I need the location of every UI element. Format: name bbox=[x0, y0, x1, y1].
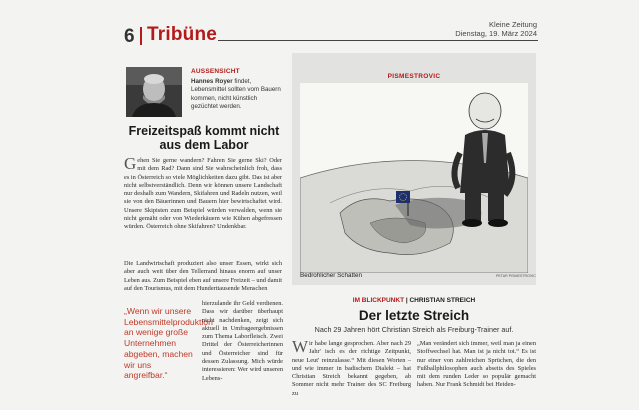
author-bio-text: findet, Lebensmittel sollten vom Bauern kommen, nicht künstlich gezüchtet werden. bbox=[191, 78, 281, 111]
opinion-kicker: AUSSENSICHT bbox=[191, 68, 240, 75]
masthead-separator bbox=[140, 27, 142, 45]
author-bio bbox=[191, 78, 281, 112]
article-kicker-topic: | CHRISTIAN STREICH bbox=[405, 297, 476, 304]
portrait-image bbox=[126, 67, 182, 117]
issue-date: Dienstag, 19. März 2024 bbox=[455, 29, 537, 38]
cartoon-box bbox=[292, 53, 536, 285]
article-drop-cap: W bbox=[292, 337, 309, 356]
paper-info bbox=[455, 20, 537, 38]
cartoon-signature: PETAR PISMESTROVIC bbox=[496, 274, 536, 278]
masthead-rule bbox=[218, 40, 538, 41]
cartoon-kicker: PISMESTROVIC bbox=[387, 73, 441, 80]
paper-name: Kleine Zeitung bbox=[489, 20, 537, 29]
article-kicker-label: IM BLICKPUNKT bbox=[352, 297, 405, 304]
article-kicker bbox=[292, 297, 536, 304]
cartoon-drawing bbox=[300, 83, 528, 273]
drop-cap: G bbox=[124, 154, 137, 173]
cartoon-caption: Bedrohlicher Schatten bbox=[300, 272, 362, 279]
section-title: Tribüne bbox=[147, 24, 218, 45]
opinion-p1-text: ehen Sie gerne wandern? Fahren Sie gerne Ski? Oder mit dem Rad? Dann sind Sie wahrscheinlich froh, dass es in Österreich so viele Möglichkeiten dazu gibt. Das ist aber nicht selbstverständlich. Denn wir können unsere Landschaft nur deshalb zum Wandern, Skifahren und Radeln nutzen, weil sie von den Bäuerinnen und Bauern hier bewirtschaftet wird. Unsere Skipisten zum Beispiel würden verwalden, wenn sie nicht gemäht oder von Wiederkäuern wie Kühen abgefressen würden. Österreich ohne Skifahren? Undenkbar. bbox=[124, 157, 282, 231]
opinion-paragraph-1 bbox=[124, 154, 282, 232]
author-portrait bbox=[126, 67, 182, 117]
pull-quote: „Wenn wir unsere Lebensmittelproduktion an wenige große Unternehmen abgeben, machen wir uns angreifbar.“ bbox=[124, 306, 213, 381]
article-column-1 bbox=[292, 337, 411, 398]
article-lead: Nach 29 Jahren hört Christian Streich als Freiburg-Trainer auf. bbox=[314, 325, 514, 334]
article-col1-text: ir habe lange gesprochen. Aber nach 29 Jahr' isch es der richtige Zeitpunkt, neue Leut' reinzulasse.“ Mit diesen Worten – und wie immer in badischem Dialekt – hat Christian Streich bekannt gegeben, ab Sommer nicht mehr Trainer des SC Freiburg zu bbox=[292, 340, 411, 397]
opinion-headline: Freizeitspaß kommt nicht aus dem Labor bbox=[128, 124, 280, 152]
page-number: 6 bbox=[124, 26, 135, 47]
article-column-2: „Man verändert sich immer, weil man ja einen Stoffwechsel hat. Man ist ja nicht tot.“ Es ist nur einer von zahlreichen Sprüchen, die den Fußballphilosophen auch abseits des Spieles mit dem runden Leder so populär gemacht haben. Nur Frank Schmidt bei Heiden- bbox=[417, 340, 536, 389]
opinion-paragraph-3: hierzulande ihr Geld verdienen. Dass wir darüber überhaupt nicht nachdenken, zeigt sich aktuell in Umfrageergebnissen zum Thema Laborfleisch. Zwei Drittel der Österreicherinnen und Österreicher sind für dessen Zulassung. Mich würde interessieren: Wer wird unseren Lebens- bbox=[202, 300, 283, 382]
author-name: Hannes Royer bbox=[191, 78, 233, 85]
opinion-paragraph-2: Die Landwirtschaft produziert also unser Essen, wirkt sich aber auch weit über den Tellerrand hinaus enorm auf unser Leben aus. Zum Beispiel eben auf unsere Freizeit – und damit auf den Tourismus, mit dem Hunderttausende Menschen bbox=[124, 260, 282, 292]
article-headline: Der letzte Streich bbox=[358, 308, 470, 323]
cartoon-illustration bbox=[300, 83, 528, 273]
